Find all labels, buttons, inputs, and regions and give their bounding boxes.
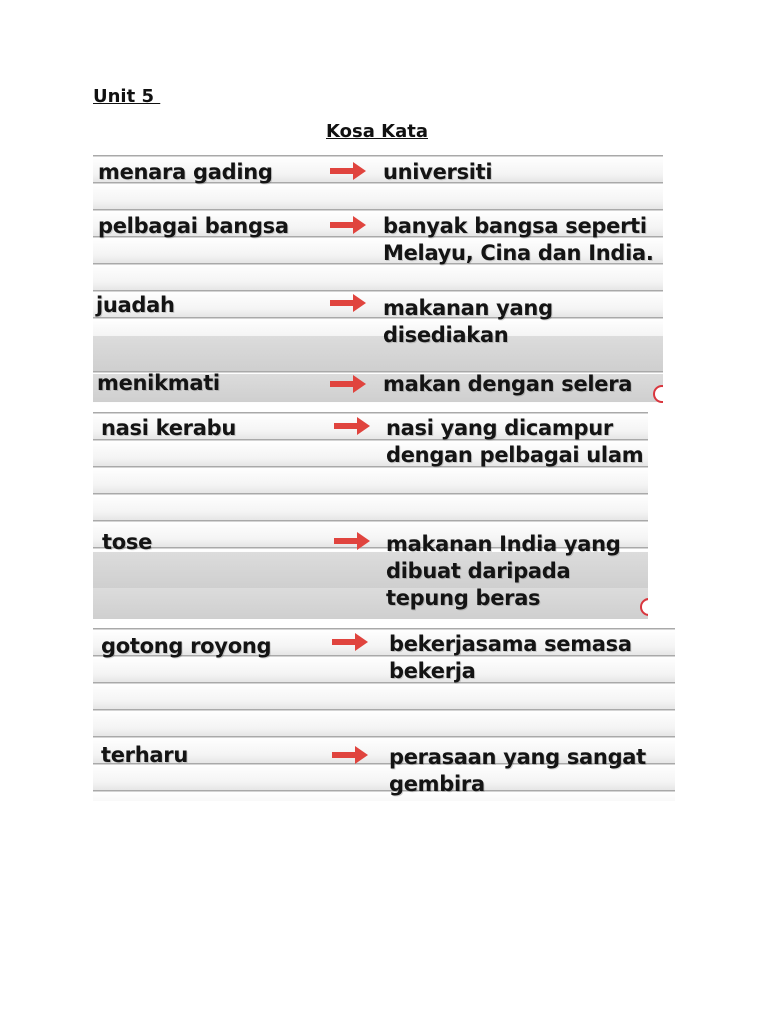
vocab-term: tose [102, 530, 153, 554]
meaning-line: dibuat daripada [386, 559, 571, 583]
vocab-term: nasi kerabu [101, 416, 236, 440]
meaning-line: makanan yang [383, 296, 553, 320]
right-arrow-icon [329, 292, 367, 314]
meaning-line: dengan pelbagai ulam [386, 443, 644, 467]
page-title: Kosa Kata [326, 121, 428, 142]
right-arrow-icon [331, 631, 369, 653]
meaning-line: banyak bangsa seperti [383, 214, 647, 238]
vocabulary-panel-3 [93, 628, 675, 801]
right-arrow-icon [329, 373, 367, 395]
meaning-line: bekerjasama semasa [389, 632, 632, 656]
right-arrow-icon [329, 214, 367, 236]
meaning-line: perasaan yang sangat [389, 745, 646, 769]
vocab-term: pelbagai bangsa [98, 214, 289, 238]
meaning-line: bekerja [389, 659, 476, 683]
vocab-term: terharu [101, 743, 188, 767]
meaning-line: Melayu, Cina dan India. [383, 241, 654, 265]
meaning-line: makanan India yang [386, 532, 621, 556]
meaning-line: universiti [383, 160, 493, 184]
meaning-line: tepung beras [386, 586, 541, 610]
vocab-term: menikmati [97, 371, 220, 395]
meaning-line: makan dengan selera [383, 372, 633, 396]
vocab-term: menara gading [98, 160, 273, 184]
vocab-meaning [383, 159, 492, 186]
vocabulary-panel-1 [93, 155, 663, 403]
unit-heading: Unit 5 [93, 86, 161, 107]
meaning-line: gembira [389, 772, 485, 796]
right-arrow-icon [329, 160, 367, 182]
meaning-line: disediakan [383, 323, 509, 347]
right-arrow-icon [333, 530, 371, 552]
meaning-line: nasi yang dicampur [386, 416, 613, 440]
right-arrow-icon [333, 415, 371, 437]
vocab-meaning [386, 531, 621, 612]
vocab-meaning [383, 295, 553, 349]
vocab-meaning [389, 744, 646, 798]
vocab-meaning [383, 213, 654, 267]
vocab-meaning [389, 631, 632, 685]
vocabulary-panel-2 [93, 412, 648, 619]
vocab-meaning [386, 415, 643, 469]
vocab-meaning [383, 371, 632, 398]
right-arrow-icon [331, 744, 369, 766]
vocab-term: juadah [96, 293, 175, 317]
vocab-term: gotong royong [101, 634, 272, 658]
shaded-band [93, 336, 663, 371]
